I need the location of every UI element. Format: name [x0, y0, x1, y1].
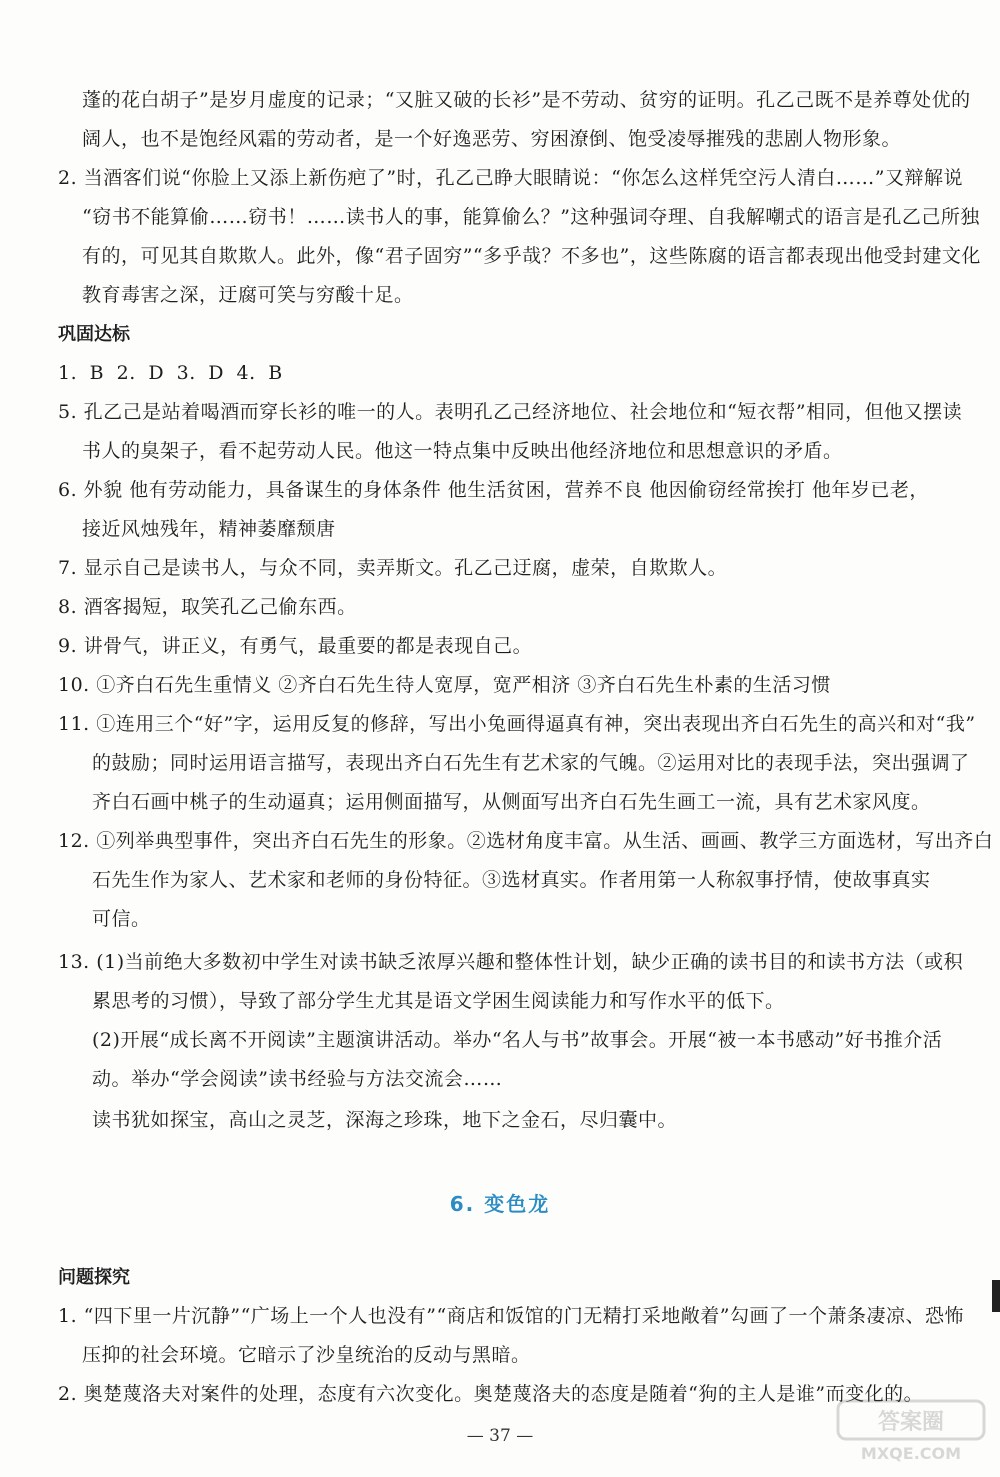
chapter-title: 6. 变色龙: [449, 1192, 551, 1216]
answer-item-10: 10. ①齐白石先生重情义 ②齐白石先生待人宽厚，宽严相济 ③齐白石先生朴素的生活习惯: [58, 674, 831, 696]
answer-item-12-cont: 可信。: [92, 908, 151, 930]
answer-item-1-cont: 压抑的社会环境。它暗示了沙皇统治的反动与黑暗。: [82, 1344, 531, 1366]
answer-items-1-4: 1. B 2. D 3. D 4. B: [58, 362, 283, 384]
answer-item-13-cont: 读书犹如探宝，高山之灵芝，深海之珍珠，地下之金石，尽归囊中。: [92, 1109, 678, 1131]
answer-item-6-cont: 接近风烛残年，精神萎靡颓唐: [82, 518, 336, 540]
answer-item-6: 6. 外貌 他有劳动能力，具备谋生的身体条件 他生活贫困，营养不良 他因偷窃经常挨打 他年岁已老，: [58, 479, 929, 501]
answer-item-2: 2. 当酒客们说“你脸上又添上新伤疤了”时，孔乙己睁大眼睛说：“你怎么这样凭空污人清白……”又辩解说: [58, 167, 964, 189]
watermark-logo: [836, 1395, 986, 1465]
svg-text:答案圈: 答案圈: [877, 1410, 945, 1435]
answer-item-1: 1. “四下里一片沉静”“广场上一个人也没有”“商店和饭馆的门无精打采地敞着”勾画了一个萧条凄凉、恐怖: [58, 1305, 964, 1327]
answer-item-7: 7. 显示自己是读书人，与众不同，卖弄斯文。孔乙己迂腐，虚荣，自欺欺人。: [58, 557, 728, 579]
answer-item-12-cont: 石先生作为家人、艺术家和老师的身份特征。③选材真实。作者用第一人称叙事抒情，使故事真实: [92, 869, 931, 891]
section-heading-consolidate: 巩固达标: [58, 324, 130, 345]
answer-item-2-cont: 教育毒害之深，迂腐可笑与穷酸十足。: [82, 284, 414, 306]
answer-item-11: 11. ①连用三个“好”字，运用反复的修辞，写出小兔画得逼真有神，突出表现出齐白石先生的高兴和对“我”: [58, 713, 976, 735]
answer-item-2-cont: “窃书不能算偷……窃书！……读书人的事，能算偷么？”这种强词夺理、自我解嘲式的语言是孔乙己所独: [82, 206, 980, 228]
answer-item-2-cont: 有的，可见其自欺欺人。此外，像“君子固穷”“多乎哉？不多也”，这些陈腐的语言都表现出他受封建文化: [82, 245, 981, 267]
paragraph-line: 蓬的花白胡子”是岁月虚度的记录；“又脏又破的长衫”是不劳动、贫穷的证明。孔乙己既不是养尊处优的: [82, 89, 971, 111]
answer-item-13-cont: 累思考的习惯），导致了部分学生尤其是语文学困生阅读能力和写作水平的低下。: [92, 990, 785, 1012]
answer-item-9: 9. 讲骨气，讲正义，有勇气，最重要的都是表现自己。: [58, 635, 533, 657]
answer-item-13: 13. (1)当前绝大多数初中学生对读书缺乏浓厚兴趣和整体性计划，缺少正确的读书目的和读书方法（或积: [58, 951, 964, 973]
answer-item-13-cont: 动。举办“学会阅读”读书经验与方法交流会……: [92, 1068, 503, 1090]
answer-item-13-part-2: (2)开展“成长离不开阅读”主题演讲活动。举办“名人与书”故事会。开展“被一本书感动”好书推介活: [92, 1029, 943, 1051]
answer-item-5-cont: 书人的臭架子，看不起劳动人民。他这一特点集中反映出他经济地位和思想意识的矛盾。: [82, 440, 843, 462]
answer-item-2-explore: 2. 奥楚蔑洛夫对案件的处理，态度有六次变化。奥楚蔑洛夫的态度是随着“狗的主人是谁”而变化的。: [58, 1383, 924, 1405]
svg-text:MXQE.COM: MXQE.COM: [860, 1444, 962, 1463]
answer-item-8: 8. 酒客揭短，取笑孔乙己偷东西。: [58, 596, 357, 618]
answer-item-5: 5. 孔乙己是站着喝酒而穿长衫的唯一的人。表明孔乙己经济地位、社会地位和“短衣帮”相同，但他又摆读: [58, 401, 963, 423]
page-number: — 37 —: [466, 1426, 534, 1446]
answer-item-11-cont: 齐白石画中桃子的生动逼真；运用侧面描写，从侧面写出齐白石先生画工一流，具有艺术家风度。: [92, 791, 931, 813]
section-heading-explore: 问题探究: [58, 1267, 130, 1288]
paragraph-line: 阔人，也不是饱经风霜的劳动者，是一个好逸恶劳、穷困潦倒、饱受凌辱摧残的悲剧人物形象。: [82, 128, 902, 150]
page-edge-tab: [992, 1280, 1000, 1312]
answer-item-11-cont: 的鼓励；同时运用语言描写，表现出齐白石先生有艺术家的气魄。②运用对比的表现手法，突出强调了: [92, 752, 970, 774]
answer-item-12: 12. ①列举典型事件，突出齐白石先生的形象。②选材角度丰富。从生活、画画、教学三方面选材，写出齐白: [58, 830, 994, 852]
